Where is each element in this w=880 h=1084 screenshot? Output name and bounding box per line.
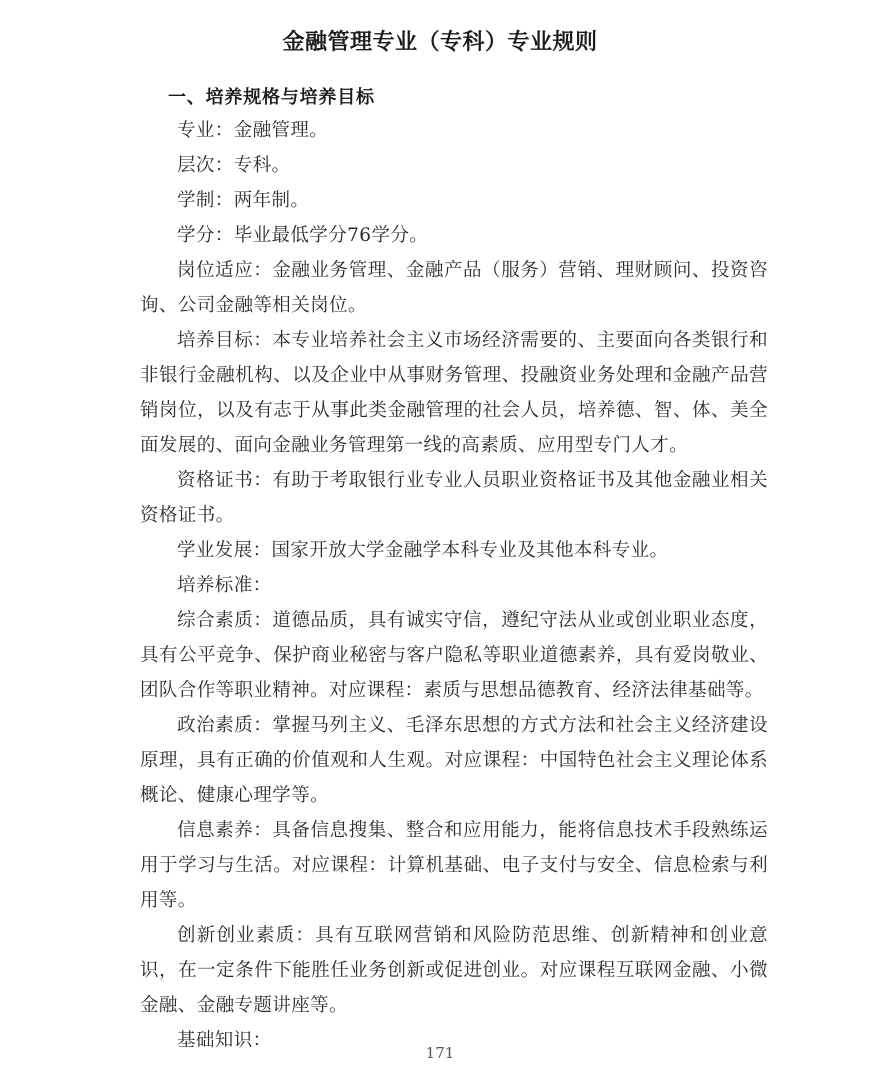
paragraph-credits: 学分：毕业最低学分76学分。 <box>177 225 429 246</box>
paragraph-progression: 学业发展：国家开放大学金融学本科专业及其他本科专业。 <box>177 540 669 561</box>
paragraph-innovation-quality: 创新创业素质：具有互联网营销和风险防范思维、创新精神和创业意识，在一定条件下能胜任业务创新或促进创业。对应课程互联网金融、小微金融、金融专题讲座等。 <box>140 925 768 1016</box>
paragraph-basic-knowledge: 基础知识： <box>177 1030 272 1051</box>
paragraph-objective: 培养目标：本专业培养社会主义市场经济需要的、主要面向各类银行和非银行金融机构、以及企业中从事财务管理、投融资业务处理和金融产品营销岗位，以及有志于从事此类金融管理的社会人员，培养德、智、体、美全面发展的、面向金融业务管理第一线的高素质、应用型专门人才。 <box>140 330 768 456</box>
paragraph-major: 专业：金融管理。 <box>177 120 329 141</box>
section-heading-training-specification: 一、培养规格与培养目标 <box>168 87 375 107</box>
page-title: 金融管理专业（专科）专业规则 <box>282 29 598 54</box>
body-text-block <box>140 113 768 1058</box>
paragraph-certificate: 资格证书：有助于考取银行业专业人员职业资格证书及其他金融业相关资格证书。 <box>140 470 768 526</box>
paragraph-information-literacy: 信息素养：具备信息搜集、整合和应用能力，能将信息技术手段熟练运用于学习与生活。对应课程：计算机基础、电子支付与安全、信息检索与利用等。 <box>140 820 768 911</box>
paragraph-political-quality: 政治素质：掌握马列主义、毛泽东思想的方式方法和社会主义经济建设原理，具有正确的价值观和人生观。对应课程：中国特色社会主义理论体系概论、健康心理学等。 <box>140 715 768 806</box>
paragraph-duration: 学制：两年制。 <box>177 190 310 211</box>
paragraph-level: 层次：专科。 <box>177 155 291 176</box>
paragraph-positions: 岗位适应：金融业务管理、金融产品（服务）营销、理财顾问、投资咨询、公司金融等相关岗位。 <box>140 260 768 316</box>
paragraph-general-quality: 综合素质：道德品质，具有诚实守信，遵纪守法从业或创业职业态度，具有公平竞争、保护商业秘密与客户隐私等职业道德素养，具有爱岗敬业、团队合作等职业精神。对应课程：素质与思想品德教育、经济法律基础等。 <box>140 610 768 701</box>
paragraph-standards: 培养标准： <box>177 575 272 596</box>
page-number: 171 <box>425 1044 455 1062</box>
